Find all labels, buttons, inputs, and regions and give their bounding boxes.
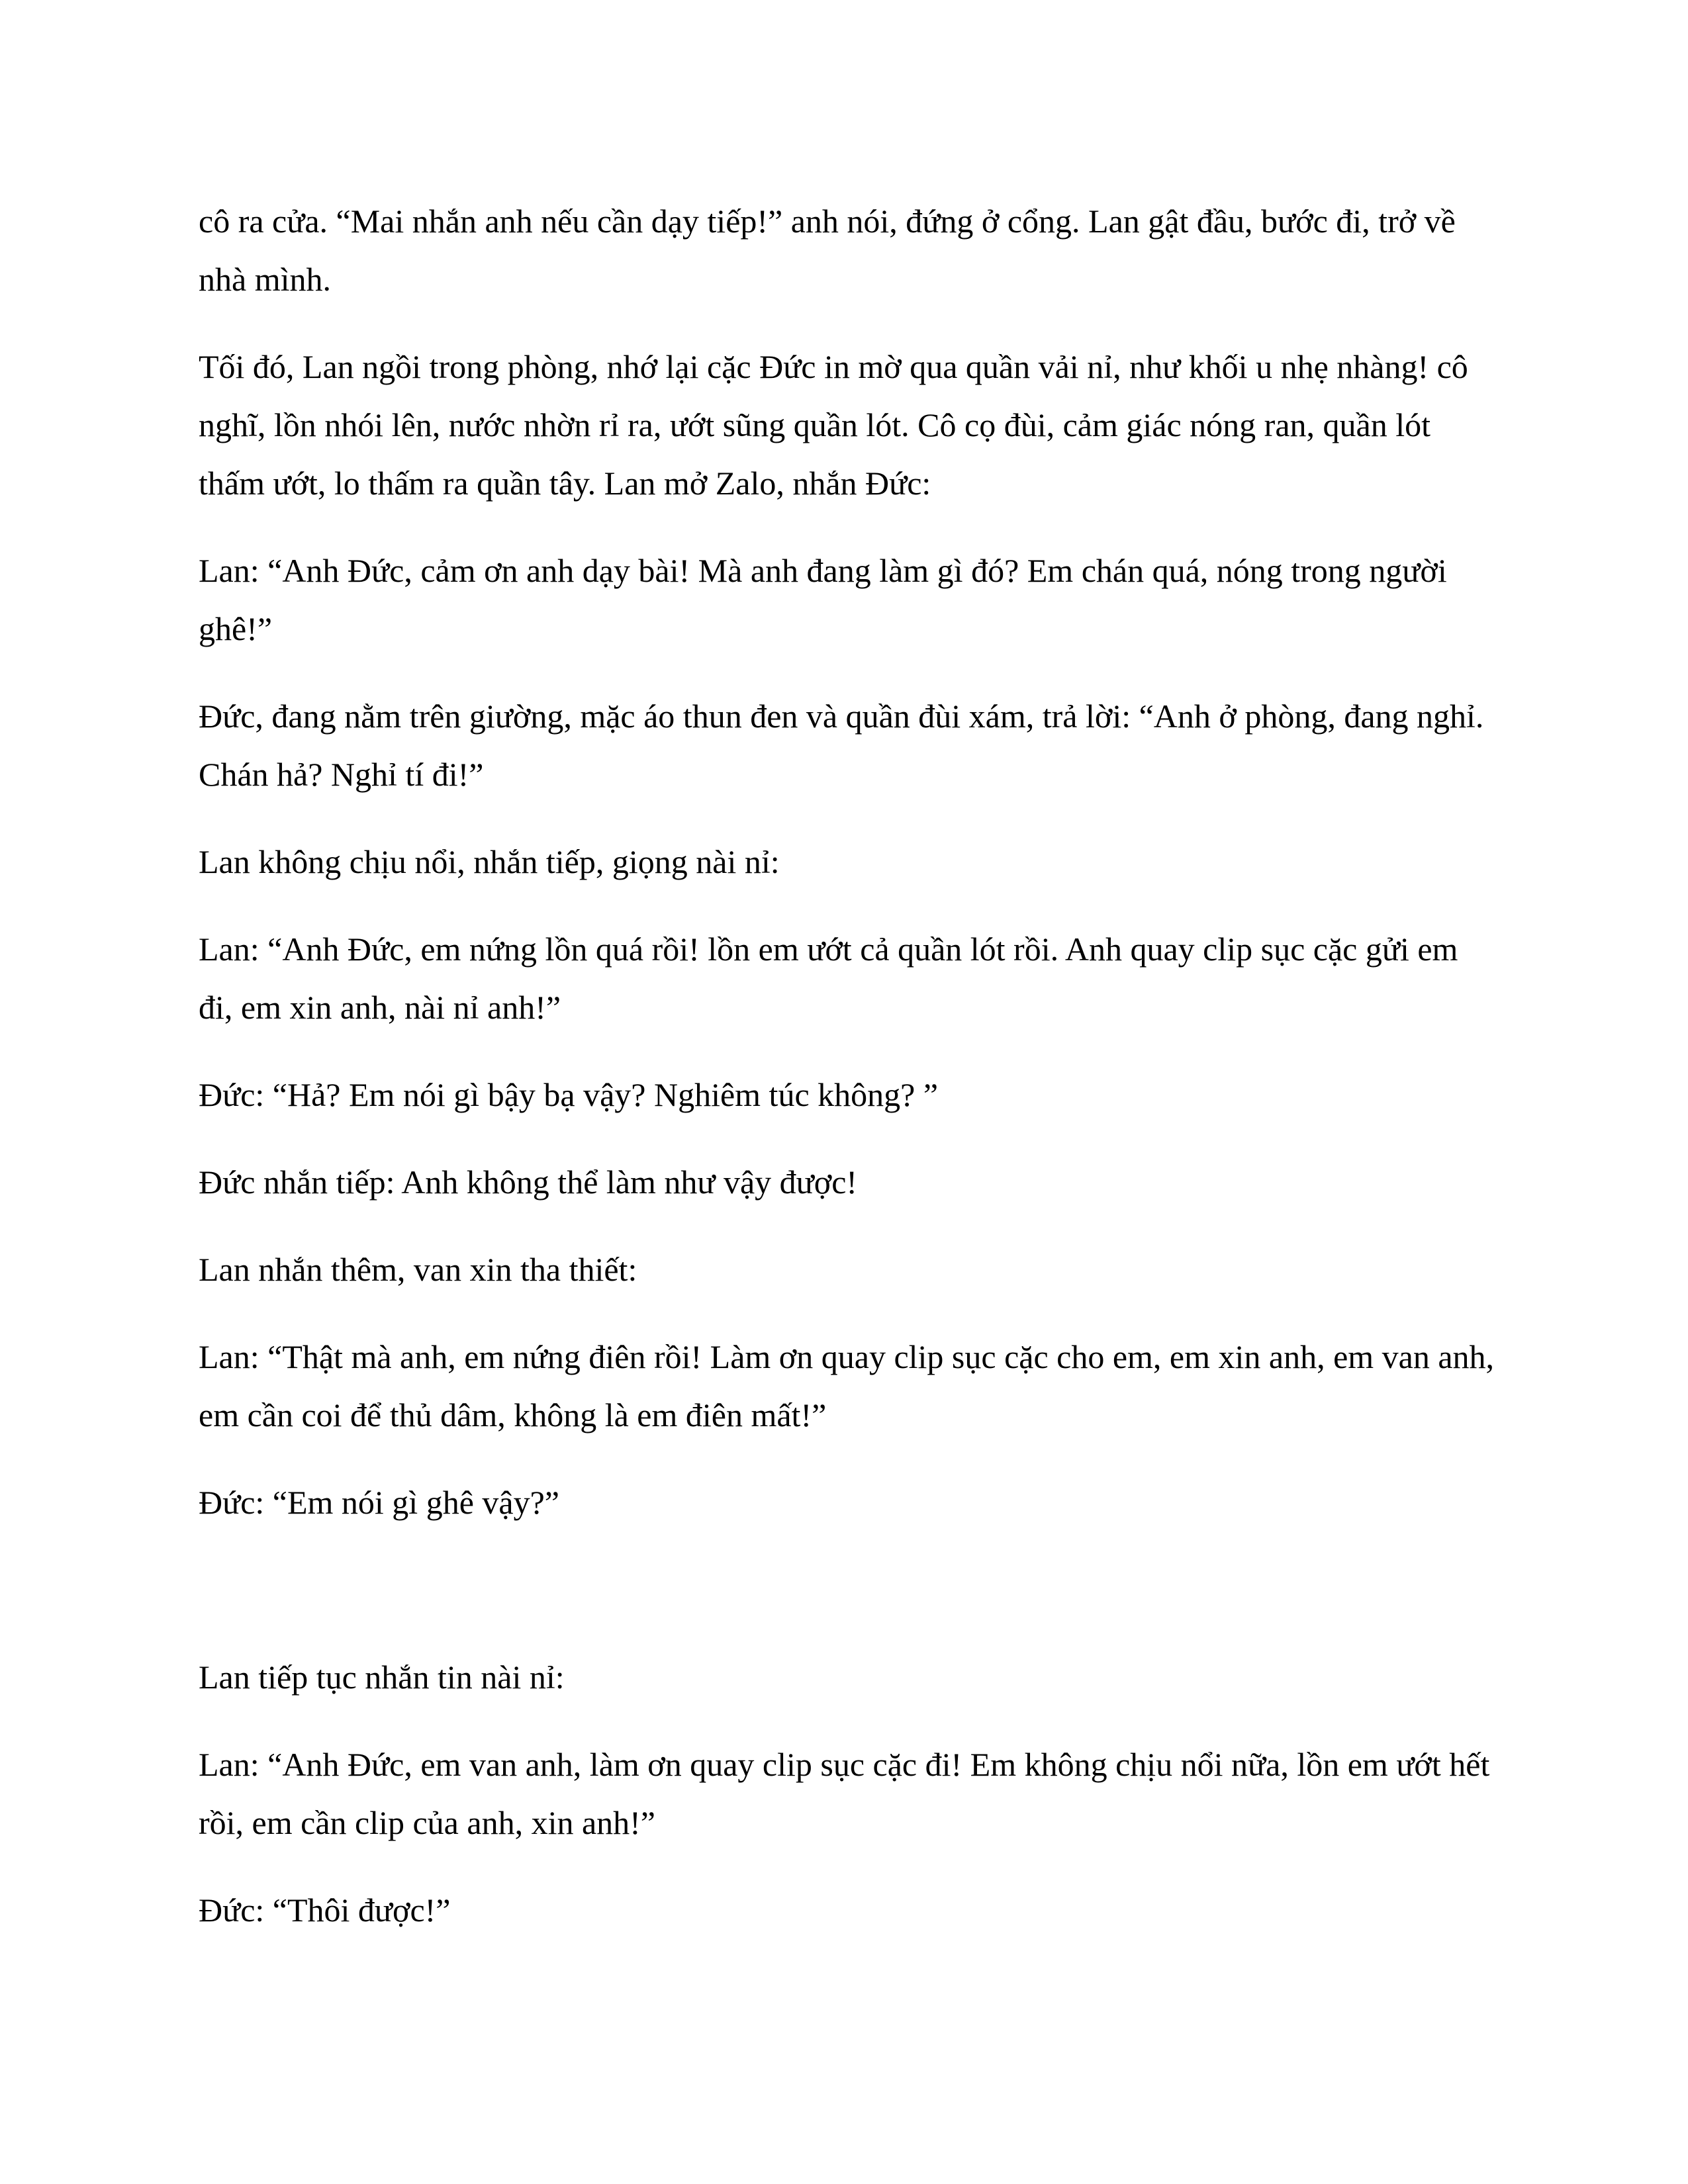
paragraph: cô ra cửa. “Mai nhắn anh nếu cần dạy tiếp!” anh nói, đứng ở cổng. Lan gật đầu, bước đi, trở về nhà mình. (199, 203, 1456, 298)
paragraph: Lan tiếp tục nhắn tin nài nỉ: (199, 1659, 565, 1696)
paragraph: Đức, đang nằm trên giường, mặc áo thun đen và quần đùi xám, trả lời: “Anh ở phòng, đang nghỉ. Chán hả? Nghỉ tí đi!” (199, 698, 1484, 793)
paragraph: Lan: “Anh Đức, em nứng lồn quá rồi! lồn em ướt cả quần lót rồi. Anh quay clip sục cặc gửi em đi, em xin anh, nài nỉ anh!” (199, 931, 1458, 1026)
empty-paragraph (199, 1561, 1496, 1619)
paragraph: Đức: “Hả? Em nói gì bậy bạ vậy? Nghiêm túc không? ” (199, 1076, 939, 1113)
paragraph: Lan nhắn thêm, van xin tha thiết: (199, 1251, 637, 1288)
document-page (199, 192, 1496, 1968)
paragraph: Lan: “Anh Đức, em van anh, làm ơn quay clip sục cặc đi! Em không chịu nổi nữa, lồn em ướt hết rồi, em cần clip của anh, xin anh!” (199, 1746, 1490, 1841)
paragraph: Đức nhắn tiếp: Anh không thể làm như vậy được! (199, 1163, 858, 1201)
paragraph: Đức: “Em nói gì ghê vậy?” (199, 1484, 559, 1521)
paragraph: Đức: “Thôi được!” (199, 1891, 451, 1929)
paragraph: Lan: “Thật mà anh, em nứng điên rồi! Làm ơn quay clip sục cặc cho em, em xin anh, em van anh, em cần coi để thủ dâm, không là em điên mất!” (199, 1338, 1495, 1433)
paragraph: Lan: “Anh Đức, cảm ơn anh dạy bài! Mà anh đang làm gì đó? Em chán quá, nóng trong người ghê!” (199, 552, 1447, 647)
paragraph: Tối đó, Lan ngồi trong phòng, nhớ lại cặc Đức in mờ qua quần vải nỉ, như khối u nhẹ nhàng! cô nghĩ, lồn nhói lên, nước nhờn rỉ ra, ướt sũng quần lót. Cô cọ đùi, cảm giác nóng ran, quần lót thấm ướt, lo thấm ra quần tây. Lan mở Zalo, nhắn Đức: (199, 348, 1468, 502)
paragraph: Lan không chịu nổi, nhắn tiếp, giọng nài nỉ: (199, 843, 780, 880)
